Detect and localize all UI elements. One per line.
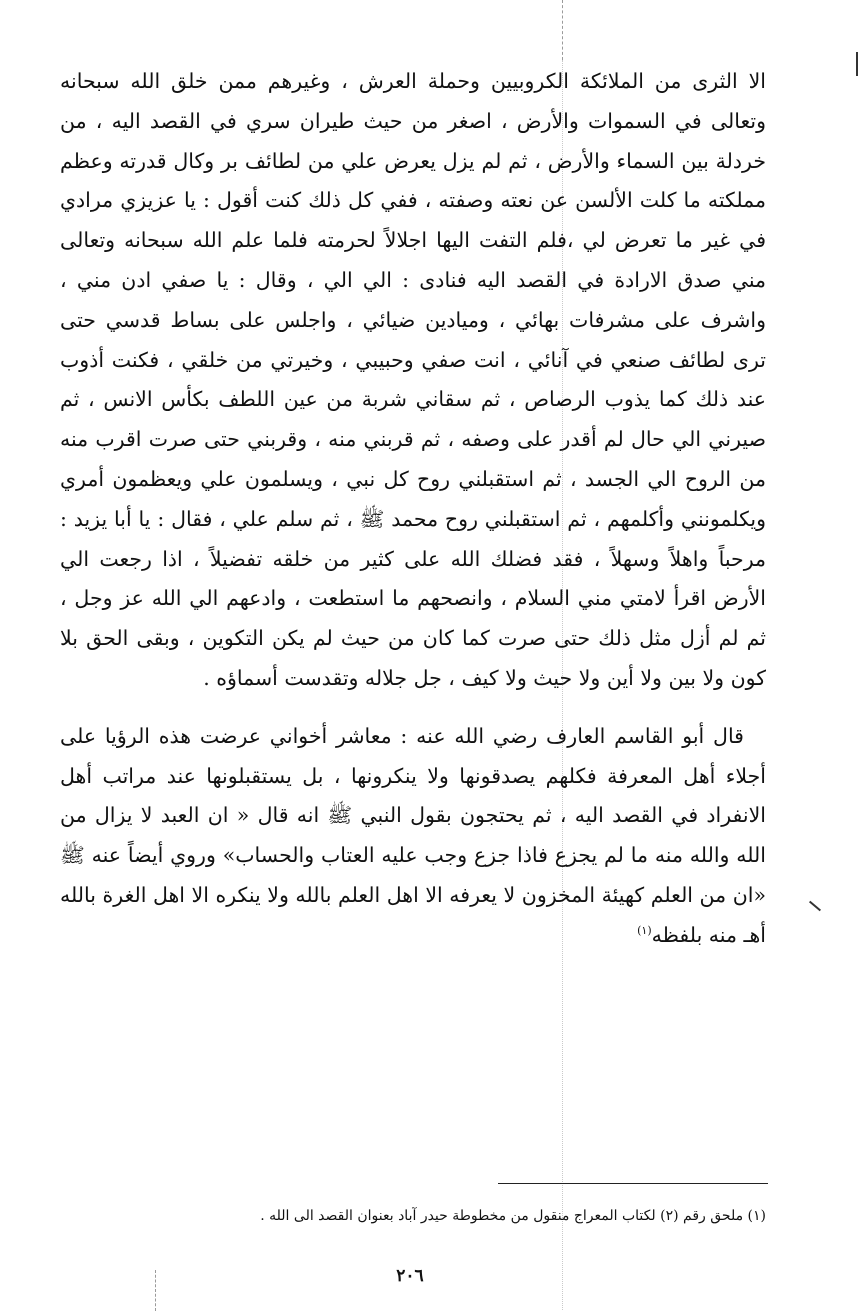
scan-mark-bottom-left [155,1270,156,1311]
page-number: ٢٠٦ [396,1266,424,1286]
scan-fold-mark-top [562,0,563,60]
paragraph-2-text: قال أبو القاسم العارف رضي الله عنه : معاشر أخواني عرضت هذه الرؤيا على أجلاء أهل المعرفة فكلهم يصدقونها ولا ينكرونها ، بل يستقبلونها عند مراتب أهل الانفراد في القصد اليه ، ثم يحتجون بقول النبي ﷺ انه قال « ان العبد لا يزال من الله والله منه ما لم يجزع فاذا جزع وجب عليه العتاب والحساب» وروي أيضاً عنه ﷺ «ان من العلم كهيئة المخزون لا يعرفه الا اهل العلم بالله ولا ينكره الا اهل الغرة بالله أهـ منه بلفظه [60,723,766,947]
footnote-reference: (١) [637,923,652,937]
paragraph-1: الا الثرى من الملائكة الكروبيين وحملة العرش ، وغيرهم ممن خلق الله سبحانه وتعالى في السموات والأرض ، اصغر من حيث طيران سري في القصد اليه ، من خردلة بين السماء والأرض ، ثم لم يزل يعرض علي من لطائف بر وكال قدرته وعظم مملكته ما كلت الألسن عن نعته وصفته ، ففي كل ذلك كنت أقول : يا عزيزي مرادي في غير ما تعرض لي ،فلم التفت اليها اجلالاً لحرمته فلما علم الله سبحانه وتعالى مني صدق الارادة في القصد اليه فنادى : الي الي ، وقال : يا صفي ادن مني ، واشرف على مشرفات بهائي ، وميادين ضيائي ، واجلس على بساط قدسي حتى ترى لطائف صنعي في آنائي ، انت صفي وحبيبي ، وخيرتي من خلقي ، فكنت أذوب عند ذلك كما يذوب الرصاص ، ثم سقاني شربة من عين اللطف بكأس الانس ، ثم صيرني الي حال لم أقدر على وصفه ، ثم قربني منه ، وقربني حتى صرت اقرب منه من الروح الي الجسد ، ثم استقبلني روح كل نبي ، ويسلمون علي ويعظمون أمري ويكلمونني وأكلمهم ، ثم استقبلني روح محمد ﷺ ، ثم سلم علي ، فقال : يا أبا يزيد : مرحباً واهلاً وسهلاً ، فقد فضلك الله على كثير من خلقه تفضيلاً ، اذا رجعت الي الأرض اقرأ لامتي مني السلام ، وانصحهم ما استطعت ، وادعهم الي الله عز وجل ، ثم لم أزل مثل ذلك حتى صرت كما كان من حيث لم يكن التكوين ، وبقى الحق بلا كون ولا بين ولا أين ولا حيث ولا كيف ، جل جلاله وتقدست أسماؤه . [60,69,766,690]
scan-edge-tick [852,52,858,76]
main-text [60,62,766,956]
scan-stray-mark [809,901,821,912]
paragraph-2 [60,717,766,956]
footnote-separator [498,1183,768,1184]
footnote: (١) ملحق رقم (٢) لكتاب المعراج منقول من مخطوطة حيدر آباد بعنوان القصد الى الله . [260,1208,766,1224]
